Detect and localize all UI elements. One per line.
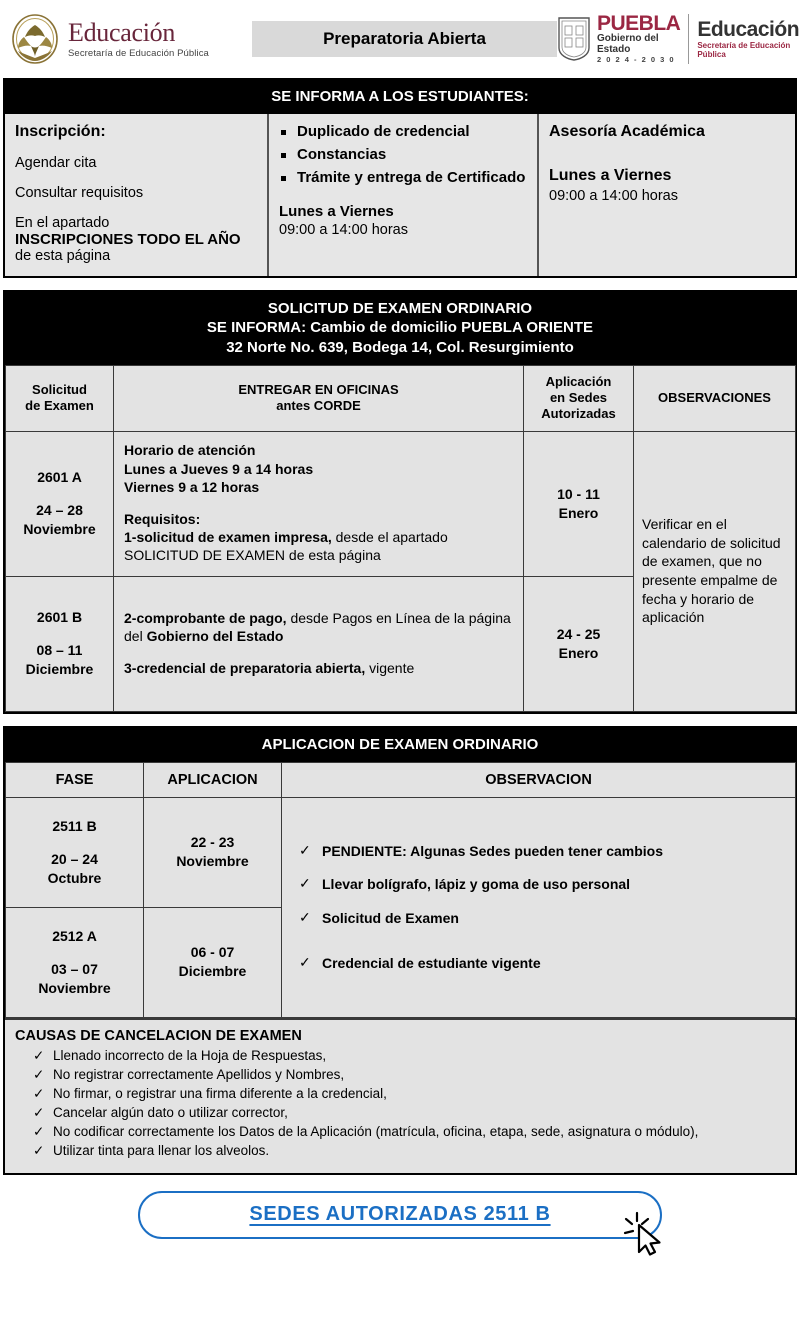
s3-row-2-dates-line-2: Noviembre xyxy=(38,979,111,996)
banner-label: Preparatoria Abierta xyxy=(323,29,486,48)
page-header xyxy=(0,0,800,78)
header-aplicacion-line-1: Aplicación xyxy=(545,373,612,389)
inscripcion-line-3-bold: INSCRIPCIONES TODO EL AÑO xyxy=(15,231,241,249)
solicitud-examen-block xyxy=(3,290,797,713)
asesoria-days: Lunes a Viernes xyxy=(549,167,672,185)
header-solicitud-line-1: Solicitud xyxy=(32,381,87,397)
causas-cancelacion-section xyxy=(5,1018,795,1173)
requisito-2-bold-2: Gobierno del Estado xyxy=(146,628,284,645)
header-aplicacion: APLICACION xyxy=(144,762,282,797)
aplicacion-examen-table xyxy=(5,762,796,1018)
list-item xyxy=(15,1084,785,1103)
row-1-dates-line-2: Noviembre xyxy=(23,520,96,537)
inscripcion-line-3-prefix: En el apartado xyxy=(15,215,110,232)
requisito-3-rest: vigente xyxy=(365,659,415,676)
asesoria-column xyxy=(537,114,795,276)
list-item xyxy=(15,1103,785,1122)
observacion-check-list xyxy=(282,797,796,1017)
inscripcion-line-3 xyxy=(15,215,257,264)
list-item xyxy=(15,1065,785,1084)
row-1-aplicacion xyxy=(524,431,634,576)
causa-item-5: No codificar correctamente los Datos de la Aplicación (matrícula, oficina, etapa, sede, asignatura o módulo), xyxy=(53,1124,699,1140)
list-item xyxy=(296,955,785,972)
list-item xyxy=(15,1046,785,1065)
list-item xyxy=(15,1141,785,1160)
causas-title: CAUSAS DE CANCELACION DE EXAMEN xyxy=(15,1027,302,1044)
preparatoria-abierta-banner xyxy=(252,21,557,57)
s3-row-1-aplicacion-line-2: Noviembre xyxy=(176,853,249,870)
header-aplicacion-line-3: Autorizadas xyxy=(541,406,616,422)
row-1-dates-line-1: 24 – 28 xyxy=(36,502,83,519)
table-header-row xyxy=(6,365,796,431)
row-1-fase-code: 2601 A xyxy=(37,469,82,486)
tramites-list xyxy=(279,123,527,187)
s3-row-1-aplicacion-line-1: 22 - 23 xyxy=(190,834,235,851)
table-header-row xyxy=(6,762,796,797)
horario-line-2: Viernes 9 a 12 horas xyxy=(124,478,260,495)
s3-row-2-fase xyxy=(6,907,144,1017)
puebla-education-title: Educación xyxy=(697,18,800,41)
check-icon: ✓ xyxy=(33,1066,45,1082)
header-solicitud-line-2: de Examen xyxy=(25,398,94,414)
requisito-3-bold: 3-credencial de preparatoria abierta, xyxy=(124,659,366,676)
requisito-2-mid: desde Pagos en Línea de la página del xyxy=(124,610,511,645)
causa-item-3: No firmar, o registrar una firma diferente a la credencial, xyxy=(53,1086,387,1101)
s3-row-1-fase xyxy=(6,797,144,907)
asesoria-hours: 09:00 a 14:00 horas xyxy=(549,188,678,205)
requisito-1-bold: 1-solicitud de examen impresa, xyxy=(124,529,332,546)
footer xyxy=(0,1191,800,1239)
solicitud-title-line-1: SOLICITUD DE EXAMEN ORDINARIO xyxy=(267,300,533,318)
header-solicitud-examen xyxy=(6,365,114,431)
s3-row-2-aplicacion xyxy=(144,907,282,1017)
aplicacion-examen-title: APLICACION DE EXAMEN ORDINARIO xyxy=(5,728,795,762)
causas-list xyxy=(15,1046,785,1161)
check-icon: ✓ xyxy=(33,1143,45,1159)
observacion-item-1: PENDIENTE: Algunas Sedes pueden tener cambios xyxy=(322,842,664,859)
header-aplicacion-line-2: en Sedes xyxy=(549,390,608,405)
table-row xyxy=(6,431,796,576)
row-2-aplicacion-line-2: Enero xyxy=(558,644,599,661)
check-icon: ✓ xyxy=(299,841,311,858)
solicitud-examen-title xyxy=(5,292,795,365)
requisito-2-bold: 2-comprobante de pago, xyxy=(124,610,287,627)
mexico-eagle-seal-icon xyxy=(6,13,64,65)
puebla-government-label: Gobierno del Estado xyxy=(597,33,659,56)
header-fase: FASE xyxy=(6,762,144,797)
row-2-dates-line-1: 08 – 11 xyxy=(36,642,83,659)
header-aplicacion-sedes xyxy=(524,365,634,431)
s3-row-1-aplicacion xyxy=(144,797,282,907)
s3-row-1-dates-line-2: Octubre xyxy=(47,869,102,886)
s3-row-2-aplicacion-line-1: 06 - 07 xyxy=(190,944,235,961)
horario-title: Horario de atención xyxy=(124,442,256,459)
list-item: Duplicado de credencial xyxy=(279,123,527,142)
table-row xyxy=(6,797,796,907)
row-1-entregar-detail xyxy=(114,431,524,576)
puebla-education-subtitle: Secretaría de Educación Pública xyxy=(697,41,791,59)
observacion-item-4: Credencial de estudiante vigente xyxy=(322,954,541,971)
tramites-days: Lunes a Viernes xyxy=(279,203,394,221)
row-2-dates-line-2: Diciembre xyxy=(25,660,94,677)
solicitud-title-line-3: 32 Norte No. 639, Bodega 14, Col. Resurgimiento xyxy=(226,338,574,356)
row-2-fase-code: 2601 B xyxy=(36,609,83,626)
s3-row-2-fase-code: 2512 A xyxy=(52,927,97,944)
causa-item-1: Llenado incorrecto de la Hoja de Respuestas, xyxy=(53,1047,327,1063)
check-icon: ✓ xyxy=(299,953,311,970)
puebla-title: PUEBLA xyxy=(597,11,681,35)
inscripcion-line-1: Agendar cita xyxy=(15,155,97,172)
solicitud-title-line-2: SE INFORMA: Cambio de domicilio PUEBLA ORIENTE xyxy=(206,319,594,337)
solicitud-examen-table xyxy=(5,365,796,712)
asesoria-heading: Asesoría Académica xyxy=(549,123,705,141)
sep-logo-title: Educación xyxy=(68,17,176,47)
aplicacion-examen-block xyxy=(3,726,797,1175)
check-icon: ✓ xyxy=(33,1047,45,1063)
puebla-logo xyxy=(557,11,800,65)
requisito-1-rest: desde el apartado SOLICITUD DE EXAMEN de esta página xyxy=(124,529,448,564)
puebla-shield-icon xyxy=(557,16,591,62)
inscripcion-line-2: Consultar requisitos xyxy=(15,185,144,202)
s3-row-1-fase-code: 2511 B xyxy=(52,817,97,834)
students-info-body xyxy=(5,114,795,276)
requisitos-title: Requisitos: xyxy=(124,511,201,527)
inscripcion-line-3-suffix: de esta página xyxy=(15,248,111,265)
sedes-autorizadas-label: SEDES AUTORIZADAS 2511 B xyxy=(249,1203,551,1226)
s3-row-2-aplicacion-line-2: Diciembre xyxy=(178,963,247,980)
list-item xyxy=(296,843,785,860)
students-info-title: SE INFORMA A LOS ESTUDIANTES: xyxy=(5,80,795,114)
causa-item-2: No registrar correctamente Apellidos y Nombres, xyxy=(53,1066,345,1082)
tramites-column xyxy=(267,114,537,276)
row-1-fase xyxy=(6,431,114,576)
observaciones-cell: Verificar en el calendario de solicitud de examen, que no presente empalme de fecha y horario de aplicación xyxy=(634,431,796,711)
puebla-years-label: 2 0 2 4 - 2 0 3 0 xyxy=(597,55,676,65)
sep-logo xyxy=(4,13,234,65)
list-item: Trámite y entrega de Certificado xyxy=(279,169,527,188)
s3-row-2-dates-line-1: 03 – 07 xyxy=(51,960,98,977)
check-icon: ✓ xyxy=(33,1105,45,1121)
header-entregar-line-1: ENTREGAR EN OFICINAS xyxy=(238,381,399,397)
row-2-fase xyxy=(6,576,114,711)
check-icon: ✓ xyxy=(299,909,311,926)
list-item xyxy=(15,1122,785,1141)
observacion-item-2: Llevar bolígrafo, lápiz y goma de uso personal xyxy=(322,876,631,893)
causa-item-4: Cancelar algún dato o utilizar corrector, xyxy=(53,1105,288,1121)
tramites-hours: 09:00 a 14:00 horas xyxy=(279,222,408,239)
sedes-autorizadas-button[interactable] xyxy=(138,1191,662,1239)
row-1-aplicacion-line-2: Enero xyxy=(558,504,599,521)
causa-item-6: Utilizar tinta para llenar los alveolos. xyxy=(53,1143,270,1159)
inscripcion-heading: Inscripción: xyxy=(15,123,106,141)
inscripcion-column xyxy=(5,114,267,276)
sep-logo-text xyxy=(68,17,209,59)
header-entregar-line-2: antes CORDE xyxy=(276,398,361,414)
list-item xyxy=(296,910,785,927)
puebla-education-wordmark xyxy=(697,19,799,59)
observacion-item-3: Solicitud de Examen xyxy=(322,910,459,927)
row-2-entregar-detail xyxy=(114,576,524,711)
check-icon: ✓ xyxy=(33,1086,45,1101)
horario-line-1: Lunes a Jueves 9 a 14 horas xyxy=(124,460,314,477)
s3-row-1-dates-line-1: 20 – 24 xyxy=(51,850,98,867)
check-icon: ✓ xyxy=(33,1124,45,1140)
list-item: Constancias xyxy=(279,146,527,165)
header-observacion: OBSERVACION xyxy=(282,762,796,797)
row-1-aplicacion-line-1: 10 - 11 xyxy=(557,485,600,502)
header-entregar-oficinas xyxy=(114,365,524,431)
check-icon: ✓ xyxy=(299,875,311,892)
students-info-block xyxy=(3,78,797,278)
header-observaciones: OBSERVACIONES xyxy=(634,365,796,431)
puebla-wordmark xyxy=(597,11,689,65)
row-2-aplicacion-line-1: 24 - 25 xyxy=(556,625,601,642)
row-2-aplicacion xyxy=(524,576,634,711)
sep-logo-subtitle: Secretaría de Educación Pública xyxy=(68,47,209,59)
list-item xyxy=(296,876,785,893)
